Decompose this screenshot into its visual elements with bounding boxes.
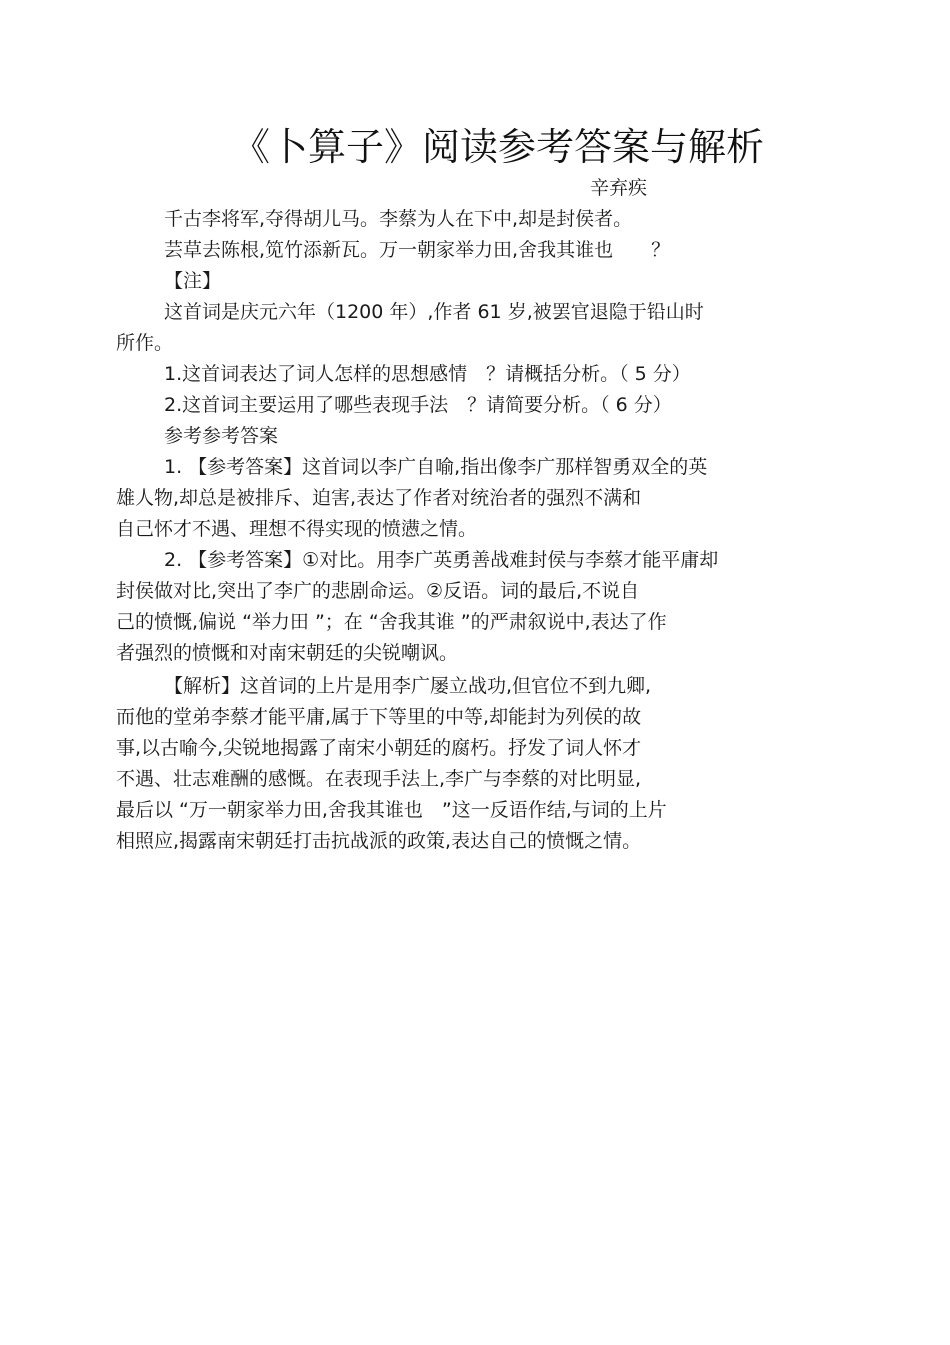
answer-1-line-3: 自己怀才不遇、理想不得实现的愤懑之情。 (116, 518, 478, 540)
analysis-line-4: 不遇、壮志难酬的感慨。在表现手法上,李广与李蔡的对比明显, (116, 768, 642, 790)
question-2: 2.这首词主要运用了哪些表现手法 ？请简要分析。（ 6 分） (164, 394, 672, 416)
note-text-line-1: 这首词是庆元六年（1200 年）,作者 61 岁,被罢官退隐于铅山时 (164, 301, 704, 323)
note-heading: 【注】 (164, 270, 222, 292)
author-name: 辛弃疾 (590, 177, 648, 199)
analysis-line-2: 而他的堂弟李蔡才能平庸,属于下等里的中等,却能封为列侯的故 (116, 706, 642, 728)
question-1: 1.这首词表达了词人怎样的思想感情 ？请概括分析。（ 5 分） (164, 363, 691, 385)
page-title: 《卜算子》阅读参考答案与解析 (231, 125, 764, 169)
analysis-line-6: 相照应,揭露南宋朝廷打击抗战派的政策,表达自己的愤慨之情。 (116, 830, 642, 852)
analysis-line-1: 【解析】这首词的上片是用李广屡立战功,但官位不到九卿, (164, 675, 652, 697)
poem-line-1: 千古李将军,夺得胡儿马。李蔡为人在下中,却是封侯者。 (164, 208, 633, 230)
analysis-line-3: 事,以古喻今,尖锐地揭露了南宋小朝廷的腐朽。抒发了词人怀才 (116, 737, 642, 759)
answer-2-line-4: 者强烈的愤慨和对南宋朝廷的尖锐嘲讽。 (116, 642, 459, 664)
poem-line-2: 芸草去陈根,笕竹添新瓦。万一朝家举力田,舍我其谁也 ？ (164, 239, 671, 261)
answer-2-line-2: 封侯做对比,突出了李广的悲剧命运。②反语。词的最后,不说自 (116, 580, 640, 602)
note-text-line-2: 所作。 (116, 332, 174, 354)
analysis-line-5: 最后以 “万一朝家举力田,舍我其谁也 ”这一反语作结,与词的上片 (116, 799, 667, 821)
answer-2-line-1: 2. 【参考答案】①对比。用李广英勇善战难封侯与李蔡才能平庸却 (164, 549, 719, 571)
answer-1-line-1: 1. 【参考答案】这首词以李广自喻,指出像李广那样智勇双全的英 (164, 456, 708, 478)
answer-2-line-3: 己的愤慨,偏说 “举力田 ”；在 “舍我其谁 ”的严肃叙说中,表达了作 (116, 611, 667, 633)
answer-1-line-2: 雄人物,却总是被排斥、迫害,表达了作者对统治者的强烈不满和 (116, 487, 642, 509)
answers-heading: 参考参考答案 (164, 425, 279, 447)
